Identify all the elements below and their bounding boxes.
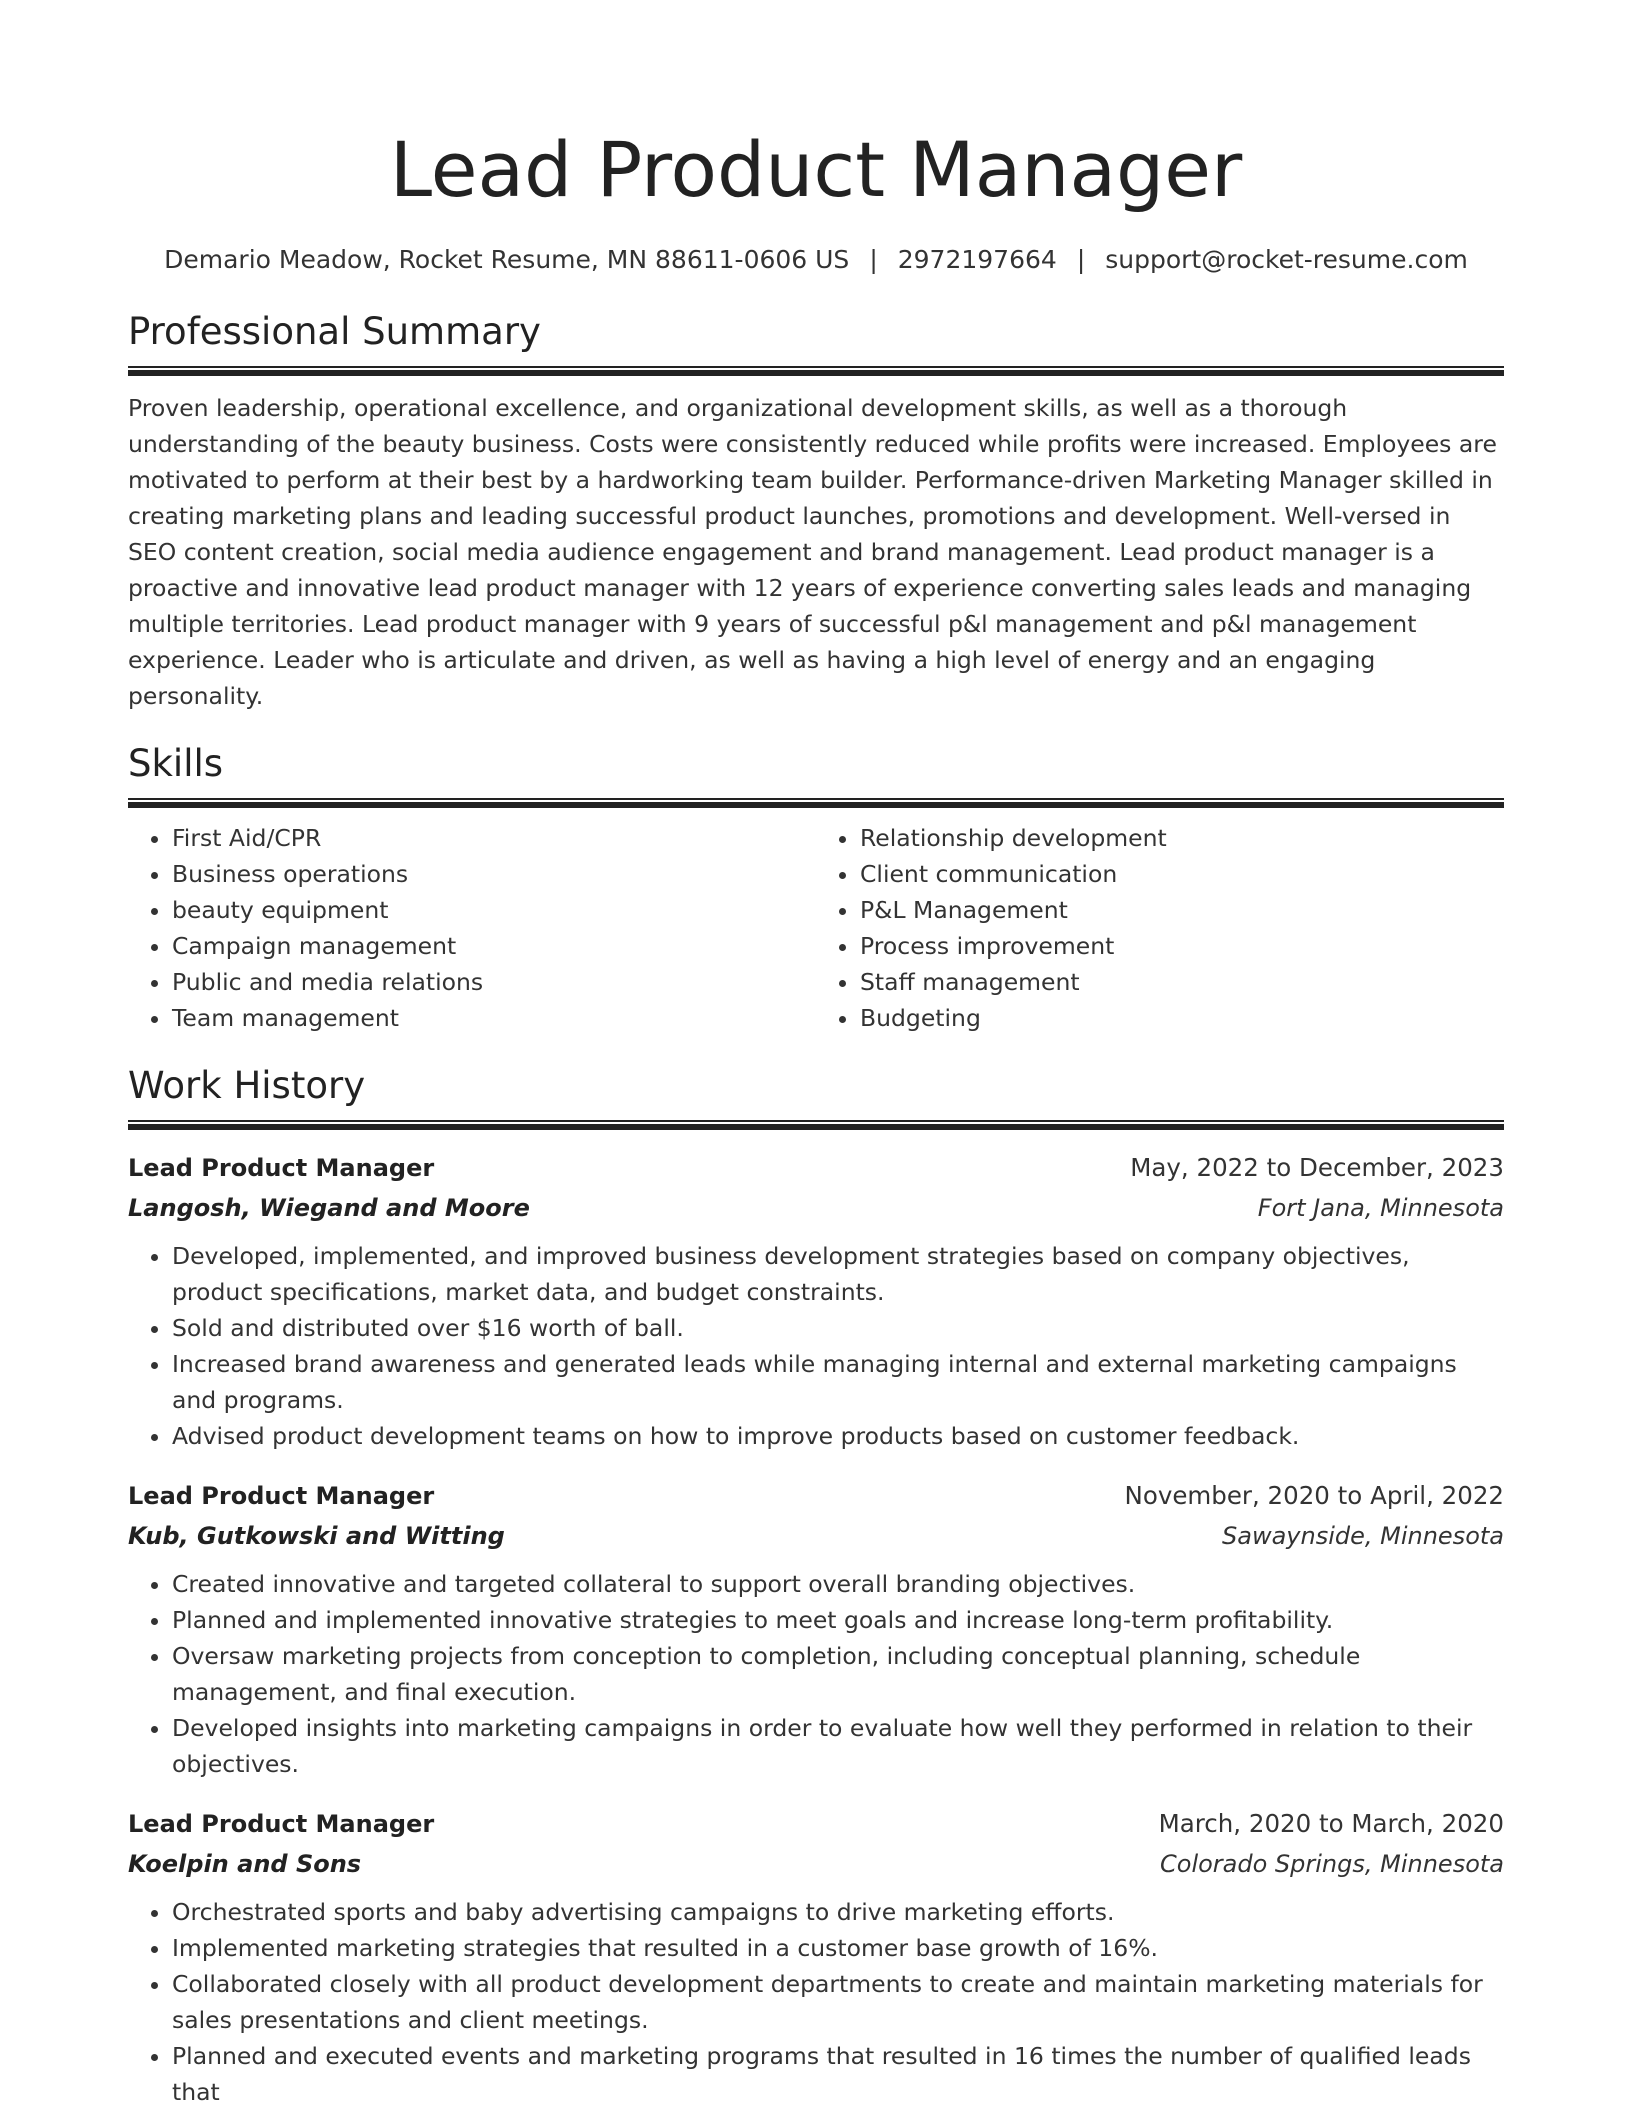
job-bullet: • Planned and implemented innovative strategies to meet goals and increase long-term profitability. [172, 1602, 1504, 1638]
skill-item: • Client communication [860, 856, 1504, 892]
job-bullet: • Sold and distributed over $16 worth of ball. [172, 1310, 1504, 1346]
job-location: Sawaynside, Minnesota [1222, 1522, 1504, 1550]
job-bullet: • Collaborated closely with all product development departments to create and maintain marketing materials for sales presentations and client meetings. [172, 1966, 1504, 2038]
job-title: Lead Product Manager [128, 1154, 435, 1182]
job-title: Lead Product Manager [128, 1482, 435, 1510]
job-bullet: • Implemented marketing strategies that resulted in a customer base growth of 16%. [172, 1930, 1504, 1966]
job-company-row [128, 1844, 1504, 1884]
contact-separator: | [869, 245, 878, 274]
skill-item: • Business operations [172, 856, 816, 892]
resume-content [128, 0, 1504, 2110]
skill-item: • Campaign management [172, 928, 816, 964]
job-bullet: • Advised product development teams on how to improve products based on customer feedback. [172, 1418, 1504, 1454]
job-company-row [128, 1188, 1504, 1228]
job-header-row [128, 1804, 1504, 1844]
section-heading-work-history: Work History [128, 1064, 366, 1107]
job-company-row [128, 1516, 1504, 1556]
skills-grid [128, 820, 1504, 1036]
job-bullets [128, 1566, 1504, 1782]
skills-section [128, 740, 1504, 1036]
resume-title: Lead Product Manager [389, 125, 1243, 214]
contact-address: Demario Meadow, Rocket Resume, MN 88611-0606 US [164, 245, 850, 274]
contact-separator: | [1076, 245, 1086, 274]
job-location: Fort Jana, Minnesota [1257, 1194, 1504, 1222]
skill-item: • Process improvement [860, 928, 1504, 964]
job-location: Colorado Springs, Minnesota [1160, 1850, 1504, 1878]
section-divider [128, 1120, 1504, 1130]
job-bullet: • Developed, implemented, and improved business development strategies based on company objectives, product specifications, market data, and budget constraints. [172, 1238, 1504, 1310]
job-entry [128, 1148, 1504, 1454]
skills-column-right [816, 820, 1504, 1036]
job-bullet: • Planned and executed events and marketing programs that resulted in 16 times the number of qualified leads that [172, 2038, 1504, 2110]
contact-phone: 2972197664 [897, 245, 1057, 274]
job-dates: March, 2020 to March, 2020 [1158, 1809, 1504, 1838]
job-bullets [128, 1894, 1504, 2110]
skills-column-left [128, 820, 816, 1036]
job-dates: May, 2022 to December, 2023 [1130, 1153, 1504, 1182]
section-heading-summary: Professional Summary [128, 310, 541, 353]
skill-item: • beauty equipment [172, 892, 816, 928]
summary-text: Proven leadership, operational excellence, and organizational development skills, as well as a thorough understanding of the beauty business. Costs were consistently reduced while profits were increased. Employees are motivated to perform at their best by a hardworking team builder. Performance-driven Marketing Manager skilled in creating marketing plans and leading successful product launches, promotions and development. Well-versed in SEO content creation, social media audience engagement and brand management. Lead product manager is a proactive and innovative lead product manager with 12 years of experience converting sales leads and managing multiple territories. Lead product manager with 9 years of successful p&l management and p&l management experience. Leader who is articulate and driven, as well as having a high level of energy and an engaging personality. [128, 394, 1497, 710]
job-bullet: • Developed insights into marketing campaigns in order to evaluate how well they performed in relation to their objectives. [172, 1710, 1504, 1782]
skill-item: • Relationship development [860, 820, 1504, 856]
section-divider [128, 798, 1504, 808]
job-bullet: • Orchestrated sports and baby advertising campaigns to drive marketing efforts. [172, 1894, 1504, 1930]
skill-item: • Team management [172, 1000, 816, 1036]
contact-line [128, 242, 1504, 278]
skill-item: • First Aid/CPR [172, 820, 816, 856]
skill-item: • Budgeting [860, 1000, 1504, 1036]
work-history-section [128, 1062, 1504, 2110]
job-title: Lead Product Manager [128, 1810, 435, 1838]
contact-email: support@rocket-resume.com [1105, 245, 1468, 274]
skill-item: • P&L Management [860, 892, 1504, 928]
job-bullet: • Oversaw marketing projects from conception to completion, including conceptual planning, schedule management, and final execution. [172, 1638, 1504, 1710]
job-header-row [128, 1476, 1504, 1516]
job-header-row [128, 1148, 1504, 1188]
job-company: Langosh, Wiegand and Moore [128, 1194, 530, 1222]
job-bullet: • Created innovative and targeted collateral to support overall branding objectives. [172, 1566, 1504, 1602]
job-entry [128, 1804, 1504, 2110]
section-heading-skills: Skills [128, 742, 224, 785]
job-company: Koelpin and Sons [128, 1850, 362, 1878]
skill-item: • Staff management [860, 964, 1504, 1000]
job-bullet: • Increased brand awareness and generated leads while managing internal and external marketing campaigns and programs. [172, 1346, 1504, 1418]
job-bullets [128, 1238, 1504, 1454]
section-divider [128, 366, 1504, 376]
professional-summary-section [128, 308, 1504, 714]
skill-item: • Public and media relations [172, 964, 816, 1000]
job-company: Kub, Gutkowski and Witting [128, 1522, 505, 1550]
job-entry [128, 1476, 1504, 1782]
job-dates: November, 2020 to April, 2022 [1124, 1481, 1504, 1510]
